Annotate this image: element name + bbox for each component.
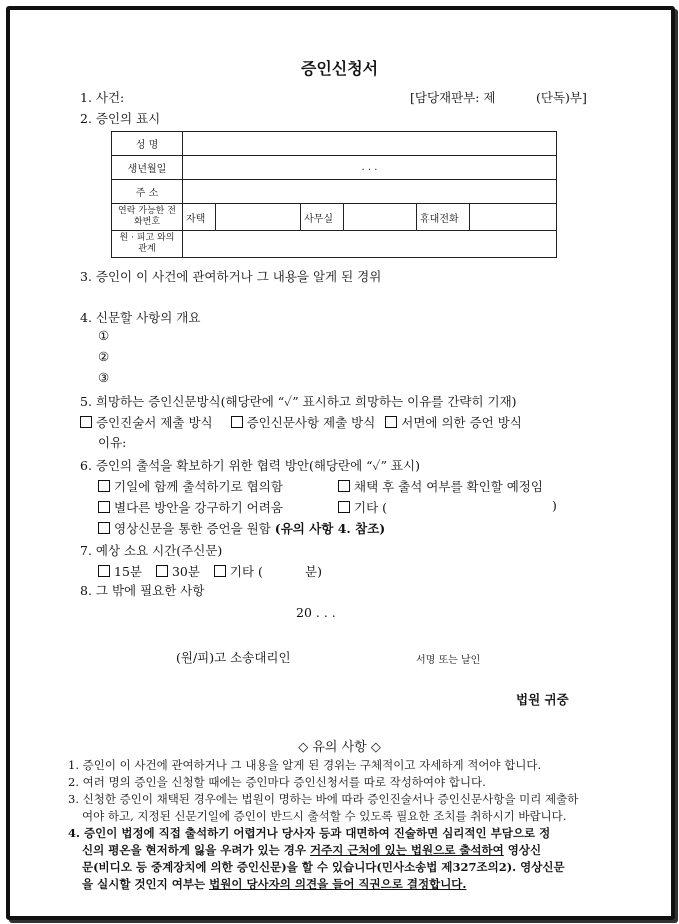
note-4a: 4. 증인이 법정에 직접 출석하기 어렵거나 당사자 등과 대면하여 진술하면 심리적인 부담으로 정: [68, 826, 551, 840]
item8-label: 8. 그 밖에 필요한 사항: [80, 583, 205, 598]
o3-label: 별다른 방안을 강구하기 어려움: [114, 500, 283, 515]
sign-label: 서명 또는 날인: [416, 655, 481, 666]
item6-o1: [98, 477, 283, 495]
item7-options: [98, 562, 263, 580]
checkbox-o4[interactable]: [338, 501, 350, 513]
note-4b-part1: 신의 평온을 현저하게 잃을 우려가 있는 경우: [82, 843, 310, 857]
item6-label: 6. 증인의 출석을 확보하기 위한 협력 방안(해당란에 “✓” 표시): [80, 458, 420, 473]
note-4c: 문(비디오 등 중계장치에 의한 증인신문)을 할 수 있습니다(민사소송법 제327조의2). 영상신문: [82, 860, 565, 874]
o4-end: ): [552, 498, 557, 513]
home-label: 자택: [183, 204, 216, 231]
t1-label: 15분: [114, 564, 142, 579]
home-phone-field[interactable]: [216, 204, 301, 231]
name-field[interactable]: [183, 132, 557, 156]
note-4d-underlined: 법원이 당사자의 의견을 들어 직권으로 결정합니다.: [209, 877, 467, 891]
court-label: 법원 귀중: [516, 692, 569, 707]
circle-2: ②: [98, 349, 110, 364]
notes-heading: ◇ 유의 사항 ◇: [298, 740, 381, 755]
note-2: 2. 여러 명의 증인을 신청할 때에는 증인마다 증인신청서를 따로 작성하여야 합니다.: [68, 775, 486, 789]
mobile-phone-field[interactable]: [470, 204, 557, 231]
note-3a: 3. 신청한 증인이 채택된 경우에는 법원이 명하는 바에 따라 증인진술서나 증인신문사항을 미리 제출하: [68, 792, 579, 806]
checkbox-other-time[interactable]: [214, 565, 226, 577]
reason-label: 이유:: [98, 435, 127, 450]
name-label: 성 명: [112, 132, 183, 156]
t3-label: 기타 (: [229, 564, 263, 579]
checkbox-opt2[interactable]: [231, 416, 243, 428]
item5-label: 5. 희망하는 증인신문방식(해당란에 “✓” 표시하고 희망하는 이유를 간략히 기재): [80, 394, 517, 409]
o2-label: 채택 후 출석 여부를 확인할 예정임: [354, 479, 543, 494]
o5-note: (유의 사항 4. 참조): [274, 521, 386, 536]
office-label: 사무실: [301, 204, 344, 231]
note-4b-underlined: 거주지 근처에 있는 법원으로 출석하여: [310, 843, 504, 857]
item4-label: 4. 신문할 사항의 개요: [80, 310, 201, 325]
relation-field[interactable]: [183, 231, 557, 258]
item7-label: 7. 예상 소요 시간(주신문): [80, 543, 223, 558]
opt3-label: 서면에 의한 증언 방식: [401, 415, 522, 430]
note-3b: 여야 하고, 지정된 신문기일에 증인이 반드시 출석할 수 있도록 필요한 조치를 취하시기 바랍니다.: [82, 809, 567, 823]
note-4b: [68, 842, 578, 859]
dept-label-end: (단독)부]: [536, 90, 587, 105]
witness-info-table: [111, 131, 557, 258]
date-line: 20 . . .: [296, 605, 336, 620]
relation-label: 원 · 피고 와의 관계: [112, 231, 183, 258]
note-4d-part1: 을 실시할 것인지 여부는: [82, 877, 210, 891]
circle-1: ①: [98, 328, 110, 343]
item6-o4: [338, 498, 387, 516]
o1-label: 기일에 함께 출석하기로 협의함: [114, 479, 283, 494]
checkbox-o5[interactable]: [98, 522, 110, 534]
opt2-label: 증인신문사항 제출 방식: [246, 415, 376, 430]
item6-o3: [98, 498, 283, 516]
o4-label: 기타 (: [354, 500, 388, 515]
checkbox-o1[interactable]: [98, 480, 110, 492]
signer-label: (원/피)고 소송대리인: [176, 650, 291, 665]
office-phone-field[interactable]: [344, 204, 417, 231]
checkbox-opt3[interactable]: [385, 416, 397, 428]
item3-label: 3. 증인이 이 사건에 관여하거나 그 내용을 알게 된 경위: [80, 269, 382, 284]
checkbox-o3[interactable]: [98, 501, 110, 513]
mobile-label: 휴대전화: [417, 204, 470, 231]
note-4d: [68, 876, 578, 893]
checkbox-opt1[interactable]: [80, 416, 92, 428]
t3-end: 분): [305, 564, 322, 579]
birth-field[interactable]: [183, 156, 557, 180]
item5-options: [80, 413, 522, 431]
page-title: 증인신청서: [300, 59, 379, 78]
checkbox-o2[interactable]: [338, 480, 350, 492]
case-label: 1. 사건:: [80, 90, 125, 105]
dept-label: [담당재판부: 제: [410, 90, 496, 105]
t2-label: 30분: [171, 564, 200, 579]
circle-3: ③: [98, 370, 110, 385]
contact-label: 연락 가능한 전화번호: [112, 204, 183, 231]
note-4b-part3: 영상신: [503, 843, 542, 857]
item6-o5: [98, 519, 385, 537]
birth-label: 생년월일: [112, 156, 183, 180]
address-field[interactable]: [183, 180, 557, 204]
checkbox-30min[interactable]: [156, 565, 168, 577]
notes-block: [68, 757, 578, 893]
checkbox-15min[interactable]: [98, 565, 110, 577]
birth-dots: . . .: [361, 162, 378, 173]
witness-info-label: 2. 증인의 표시: [80, 111, 161, 126]
address-label: 주 소: [112, 180, 183, 204]
item6-o2: [338, 477, 543, 495]
o5-label: 영상신문을 통한 증언을 원함: [114, 521, 275, 536]
note-1: 1. 증인이 이 사건에 관여하거나 그 내용을 알게 된 경위는 구체적이고 자세하게 적어야 합니다.: [68, 758, 542, 772]
opt1-label: 증인진술서 제출 방식: [96, 415, 213, 430]
